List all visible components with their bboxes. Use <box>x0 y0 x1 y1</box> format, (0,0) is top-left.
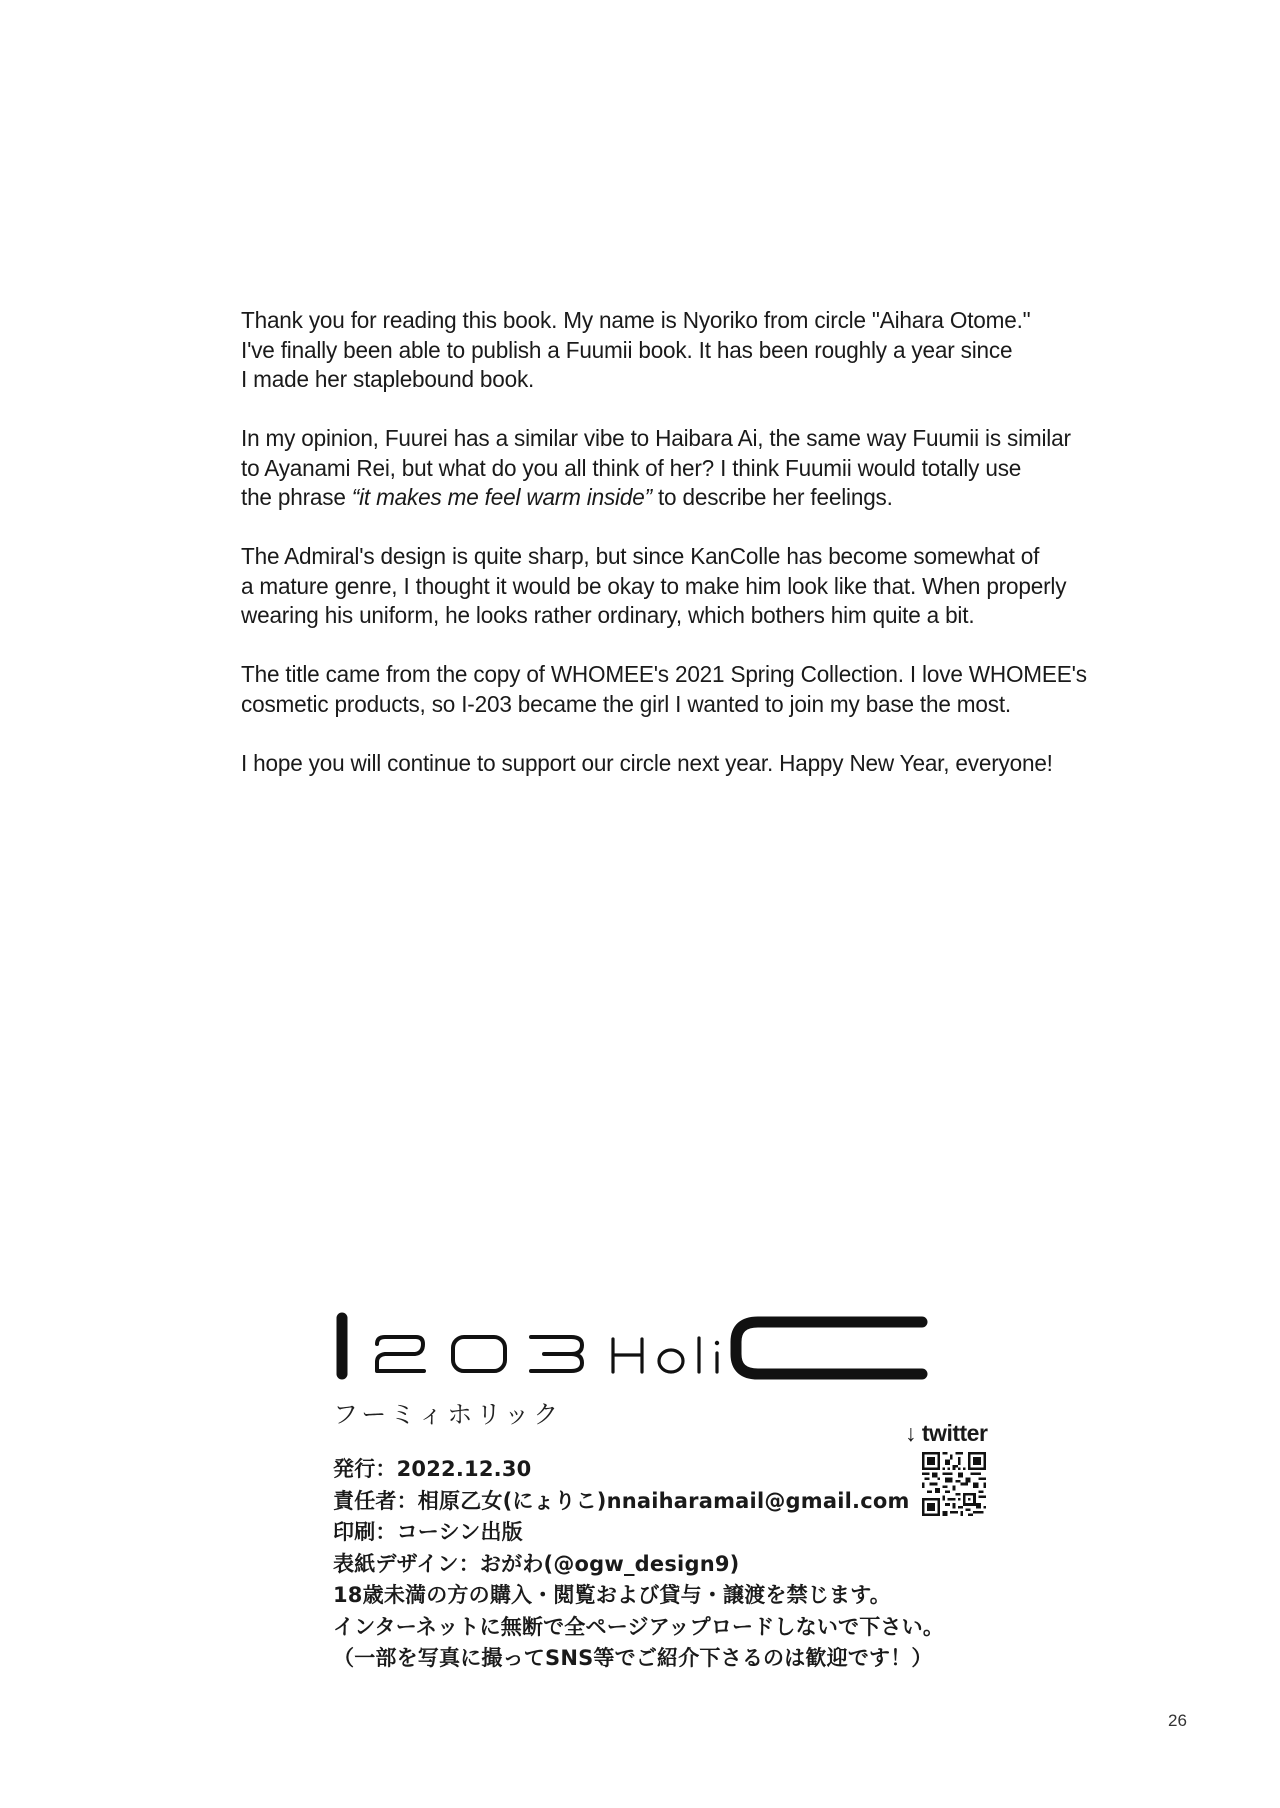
text-line: cosmetic products, so I-203 became the girl I wanted to join my base the most. <box>241 690 1011 717</box>
logo-letter-h <box>613 1339 642 1372</box>
colophon-upload-notice: インターネットに無断で全ページアップロードしないで下さい。 <box>333 1614 945 1639</box>
colophon-printer: 印刷：コーシン出版 <box>333 1520 523 1544</box>
logo-digit-0 <box>453 1337 505 1371</box>
colophon-sns-notice: （一部を写真に撮ってSNS等でご紹介下さるのは歓迎です！） <box>333 1646 933 1670</box>
text-segment: the phrase <box>241 484 352 510</box>
text-line: Thank you for reading this book. My name is Nyoriko from circle "Aihara Otome." <box>241 307 1031 333</box>
text-line: The title came from the copy of WHOMEE's 2021 Spring Collection. I love WHOMEE's <box>241 661 1087 687</box>
colophon-publish-date: 発行：2022.12.30 <box>333 1457 532 1481</box>
afterword-paragraph-4 <box>241 660 1086 719</box>
logo-letter-o <box>659 1350 683 1372</box>
text-line <box>241 483 1086 513</box>
text-line: The Admiral's design is quite sharp, but since KanColle has become somewhat of <box>241 543 1040 569</box>
text-line: wearing his uniform, he looks rather ordinary, which bothers him quite a bit. <box>241 602 975 628</box>
afterword-paragraph-3 <box>241 542 1086 631</box>
colophon-age-notice: 18歳未満の方の購入・閲覧および貸与・譲渡を禁じます。 <box>333 1583 891 1607</box>
text-line: I made her staplebound book. <box>241 366 535 392</box>
twitter-label: ↓ twitter <box>905 1420 988 1446</box>
text-line: I've finally been able to publish a Fuumii book. It has been roughly a year since <box>241 336 1013 363</box>
logo-letter-c <box>736 1322 922 1374</box>
text-line: I hope you will continue to support our circle next year. Happy New Year, everyone! <box>241 749 1053 776</box>
text-line: In my opinion, Fuurei has a similar vibe to Haibara Ai, the same way Fuumii is similar <box>241 425 1071 451</box>
afterword-paragraph-5 <box>241 749 1086 779</box>
colophon-cover-design: 表紙デザイン：おがわ(@ogw_design9) <box>333 1551 740 1576</box>
logo-subtitle: フーミィホリック <box>333 1400 563 1429</box>
logo-digit-2 <box>377 1337 424 1371</box>
text-segment: to describe her feelings. <box>651 484 893 510</box>
colophon <box>333 1454 944 1675</box>
afterword-paragraph-1 <box>241 306 1086 395</box>
page-number: 26 <box>1168 1711 1187 1730</box>
colophon-responsible-person: 責任者：相原乙女(にょりこ)nnaiharamail@gmail.com <box>333 1488 910 1513</box>
afterword-paragraph-2 <box>241 424 1086 513</box>
book-title-logo <box>330 1312 930 1382</box>
logo-letter-i-dot <box>715 1341 719 1345</box>
text-line: a mature genre, I thought it would be okay to make him look like that. When properly <box>241 572 1067 599</box>
text-line: to Ayanami Rei, but what do you all think of her? I think Fuumii would totally use <box>241 454 1022 481</box>
emphasized-phrase: “it makes me feel warm inside” <box>351 484 652 510</box>
logo-digit-3 <box>531 1337 582 1371</box>
afterword-text <box>241 306 1086 808</box>
